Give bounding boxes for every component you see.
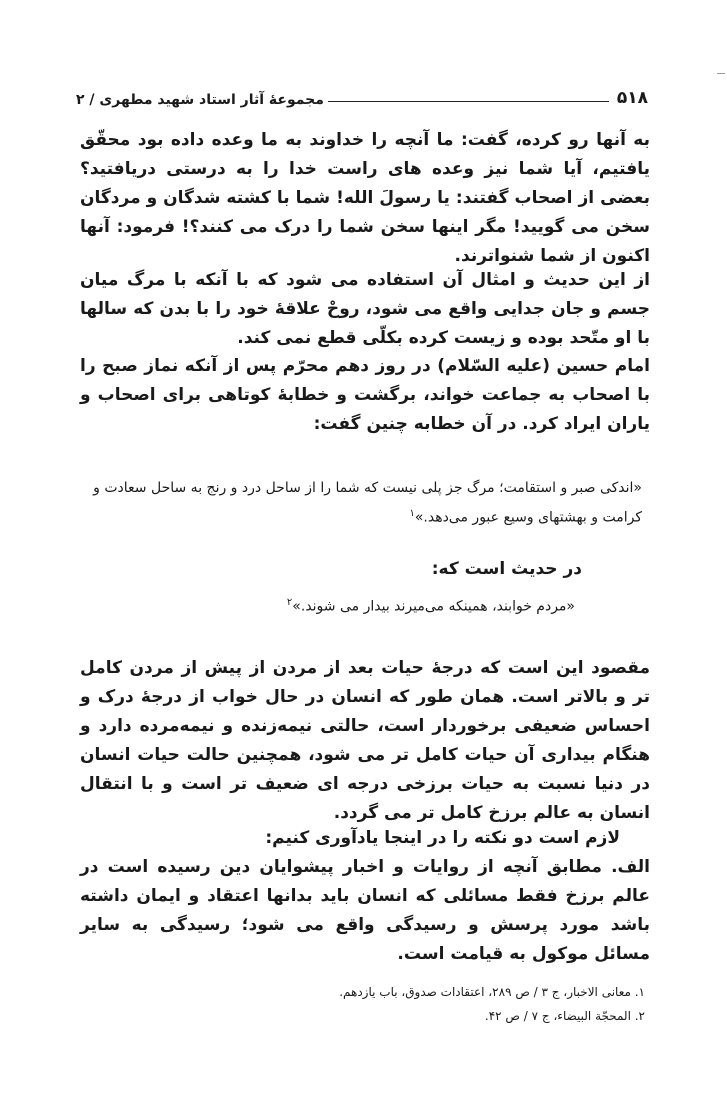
page-number: ۵۱۸ bbox=[616, 88, 648, 108]
quote-body: «مردم خوابند، همینکه می‌میرند بیدار می شوند.» bbox=[292, 598, 575, 615]
paragraph-1 bbox=[80, 126, 650, 271]
block-quote-1 bbox=[82, 476, 642, 531]
block-quote-2 bbox=[287, 597, 575, 615]
paragraph-5 bbox=[80, 824, 650, 853]
paragraph-text: امام حسین (علیه السّلام) در روز دهم محرّم پس از آنکه نماز صبح را با اصحاب به جماعت خواند، برگشت و خطابهٔ کوتاهی برای اصحاب و یاران ایراد کرد. در آن خطابه چنین گفت: bbox=[80, 356, 650, 434]
paragraph-text: لازم است دو نکته را در اینجا یادآوری کنیم: bbox=[265, 828, 620, 848]
paragraph-text bbox=[80, 853, 650, 969]
footnote-2: ۲. المحجّة البیضاء، ج ۷ / ص ۴۲. bbox=[484, 1009, 645, 1023]
footnote-ref-1[interactable]: ۱ bbox=[409, 508, 415, 519]
paragraph-4 bbox=[80, 654, 650, 828]
paragraph-6 bbox=[80, 853, 650, 969]
hadith-intro: در حدیث است که: bbox=[431, 559, 582, 579]
header-rule bbox=[328, 101, 609, 102]
paragraph-text: به آنها رو کرده، گفت: ما آنچه را خداوند به ما وعده داده بود محقّق یافتیم، آیا شما نیز وعده های راست خدا را به درستی دریافتید؟ بعضی از اصحاب گفتند: یا رسولَ الله! شما با کشته شدگان و مردگان سخن می گویید! مگر اینها سخن شما را درک می کنند؟! فرمود: آنها اکنون از شما شنواترند. bbox=[80, 130, 650, 266]
footnote-1: ۱. معانی الاخبار، ج ۳ / ص ۲۸۹، اعتقادات صدوق، باب یازدهم. bbox=[339, 985, 645, 999]
section-marker: الف. bbox=[611, 857, 651, 877]
paragraph-text: از این حدیث و امثال آن استفاده می شود که با آنکه با مرگ میان جسم و جان جدایی واقع می شود، روحْ علاقهٔ خود را با بدن که سالها با او متّحد بوده و زیست کرده بکلّی قطع نمی کند. bbox=[80, 270, 650, 348]
paragraph-3 bbox=[80, 352, 650, 439]
scan-edge-mark bbox=[717, 73, 725, 74]
running-header bbox=[76, 84, 648, 108]
quote-body: «اندکی صبر و استقامت؛ مرگ جز پلی نیست که شما را از ساحل درد و رنج به ساحل سعادت و کرامت و بهشتهای وسیع عبور می‌دهد.» bbox=[93, 480, 642, 526]
paragraph-2 bbox=[80, 266, 650, 353]
footnotes bbox=[339, 980, 645, 1028]
footnote-ref-2[interactable]: ۲ bbox=[286, 597, 293, 608]
quote-text bbox=[82, 476, 642, 531]
paragraph-text: مقصود این است که درجهٔ حیات بعد از مردن از پیش از مردن کامل تر و بالاتر است. همان طور که انسان در حال خواب از درجهٔ درک و احساس ضعیفی برخوردار است، حالتی نیمه‌زنده و نیمه‌مرده دارد و هنگام بیداری آن حیات کامل تر می شود، همچنین حالت حیات انسان در دنیا نسبت به حیات برزخی درجه ای ضعیف تر است و با انتقال انسان به عالم برزخ کامل تر می گردد. bbox=[80, 658, 650, 823]
paragraph-body: مطابق آنچه از روایات و اخبار پیشوایان دین رسیده است در عالم برزخ فقط مسائلی که انسان باید بدانها اعتقاد و ایمان داشته باشد مورد پرسش و رسیدگی واقع می شود؛ رسیدگی به سایر مسائل موکول به قیامت است. bbox=[80, 857, 650, 964]
running-title: مجموعهٔ آثار استاد شهید مطهری / ۲ bbox=[76, 92, 324, 108]
